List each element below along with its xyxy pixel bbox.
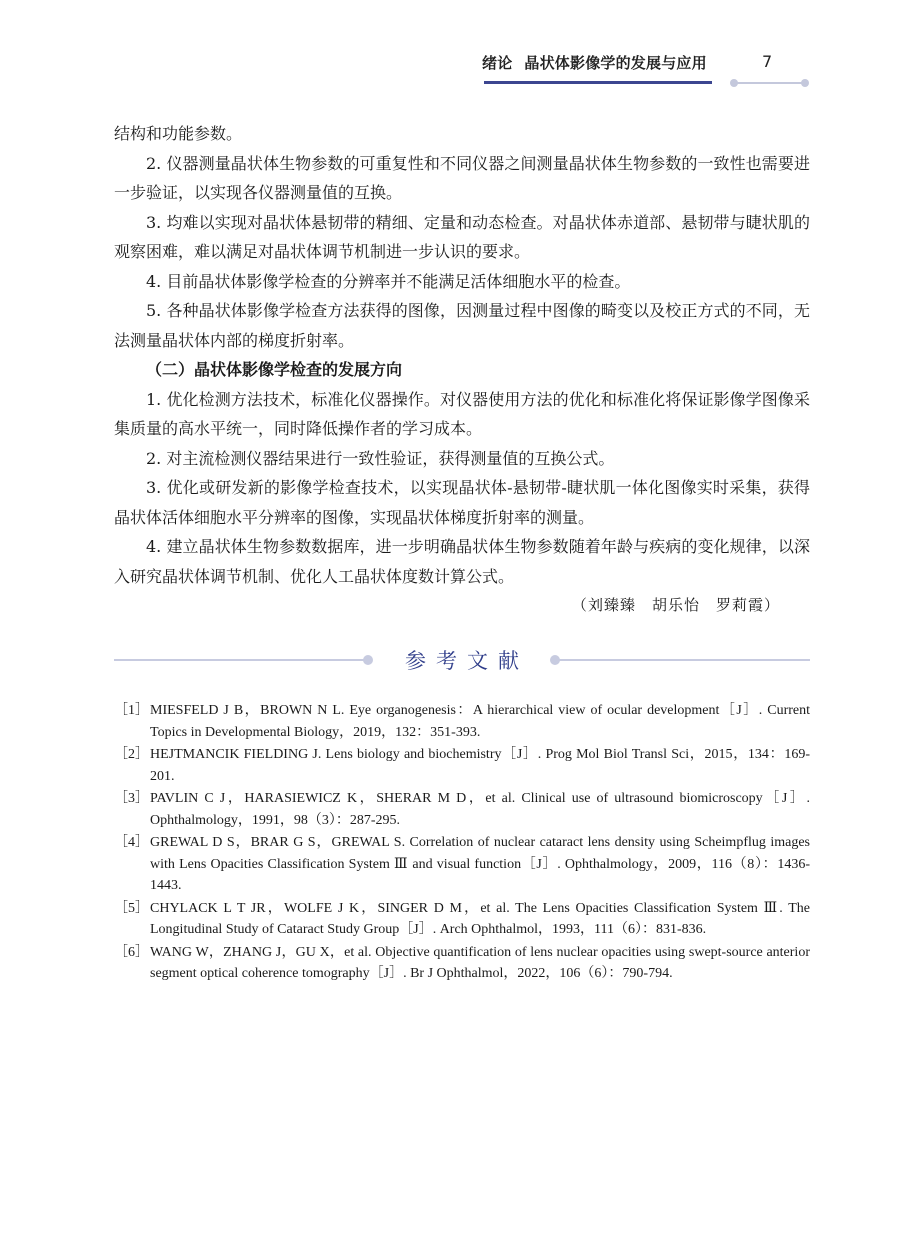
header-rule (484, 81, 712, 84)
header-dot-right (801, 79, 809, 87)
reference-text: GREWAL D S，BRAR G S，GREWAL S. Correlation of nuclear cataract lens density using Scheimpflug images with Lens Opacities Classification System Ⅲ and visual function［J］. Ophthalmology，2009，116（8）：1436-1443. (150, 835, 810, 893)
page-number: 7 (762, 52, 773, 71)
reference-text: MIESFELD J B，BROWN N L. Eye organogenesis：A hierarchical view of ocular development［J］. Current Topics in Developmental Biology，2019，132：351-393. (150, 703, 810, 740)
author-name: 胡乐怡 (651, 596, 700, 614)
paragraph: 4. 建立晶状体生物参数数据库，进一步明确晶状体生物参数随着年龄与疾病的变化规律，以深入研究晶状体调节机制、优化人工晶状体度数计算公式。 (114, 537, 810, 586)
reference-text: WANG W，ZHANG J，GU X，et al. Objective quantification of lens nuclear opacities using swept-source anterior segment optical coherence tomography［J］. Br J Ophthalmol，2022，106（6）：790-794. (150, 944, 810, 981)
reference-text: HEJTMANCIK FIELDING J. Lens biology and biochemistry［J］. Prog Mol Biol Transl Sci，2015，134：169-201. (150, 747, 810, 784)
reference-number: ［3］ (114, 791, 149, 806)
reference-item (114, 788, 810, 831)
paragraph: 3. 优化或研发新的影像学检查技术，以实现晶状体-悬韧带-睫状肌一体化图像实时采集，获得晶状体活体细胞水平分辨率的图像，实现晶状体梯度折射率的测量。 (114, 478, 810, 527)
reference-item (114, 942, 810, 985)
references-rule-left (114, 659, 368, 661)
author-name: 罗莉霞 (715, 596, 764, 614)
paragraph: 3. 均难以实现对晶状体悬韧带的精细、定量和动态检查。对晶状体赤道部、悬韧带与睫状肌的观察困难，难以满足对晶状体调节机制进一步认识的要求。 (114, 212, 810, 261)
references-heading: 参考文献 (405, 649, 529, 673)
header-section: 绪论 (482, 54, 513, 72)
reference-number: ［4］ (114, 835, 149, 850)
reference-number: ［6］ (114, 944, 149, 960)
paragraph: 2. 仪器测量晶状体生物参数的可重复性和不同仪器之间测量晶状体生物参数的一致性也需要进一步验证，以实现各仪器测量值的互换。 (114, 153, 810, 202)
reference-number: ［5］ (114, 900, 149, 916)
paragraph: 5. 各种晶状体影像学检查方法获得的图像，因测量过程中图像的畸变以及校正方式的不同，无法测量晶状体内部的梯度折射率。 (114, 301, 810, 350)
references-list (114, 700, 810, 986)
paragraph: 结构和功能参数。 (114, 124, 243, 143)
references-dot-left (363, 655, 373, 665)
section-subheading: （二）晶状体影像学检查的发展方向 (146, 360, 403, 379)
reference-item (114, 744, 810, 787)
reference-number: ［1］ (114, 703, 149, 718)
author-credits: （刘臻臻 胡乐怡 罗莉霞） (571, 596, 780, 614)
paragraph: 2. 对主流检测仪器结果进行一致性验证，获得测量值的互换公式。 (146, 448, 615, 468)
reference-item (114, 898, 810, 941)
reference-item (114, 832, 810, 897)
reference-item (114, 700, 810, 743)
reference-text: CHYLACK L T JR，WOLFE J K，SINGER D M，et al. The Lens Opacities Classification System Ⅲ. The Longitudinal Study of Cataract Study Group［J］. Arch Ophthalmol，1993，111（6）：831-836. (150, 900, 810, 937)
body-text (114, 119, 810, 621)
paragraph: 4. 目前晶状体影像学检查的分辨率并不能满足活体细胞水平的检查。 (146, 271, 631, 291)
reference-number: ［2］ (114, 747, 149, 762)
header-rule-secondary (736, 82, 806, 84)
header-title: 晶状体影像学的发展与应用 (524, 54, 707, 72)
author-name: 刘臻臻 (587, 596, 636, 614)
running-header (482, 52, 707, 73)
paragraph: 1. 优化检测方法技术，标准化仪器操作。对仪器使用方法的优化和标准化将保证影像学图像采集质量的高水平统一，同时降低操作者的学习成本。 (114, 389, 810, 438)
reference-text: PAVLIN C J，HARASIEWICZ K，SHERAR M D，et al. Clinical use of ultrasound biomicroscopy［J］. Ophthalmology，1991，98（3）：287-295. (150, 791, 810, 828)
references-rule-right (554, 659, 810, 661)
